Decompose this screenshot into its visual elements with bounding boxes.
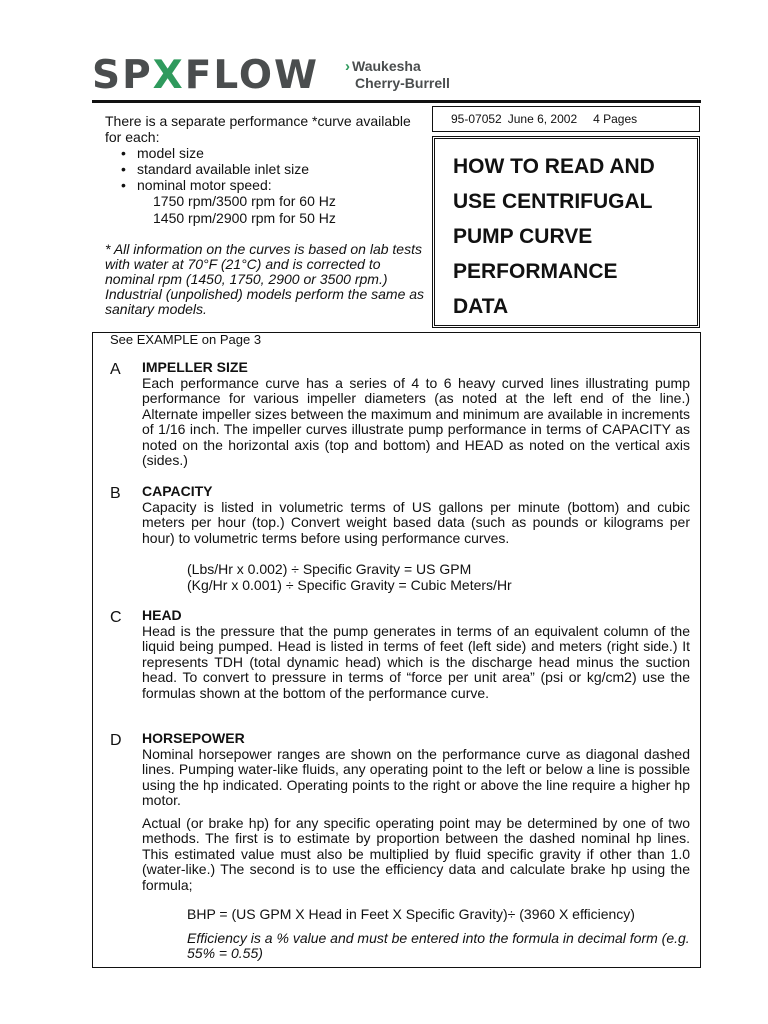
bullet-item: • standard available inlet size xyxy=(137,161,425,177)
document-title xyxy=(432,136,700,328)
intro-column xyxy=(105,113,425,317)
section-impeller-size xyxy=(110,360,690,469)
section-text: Nominal horsepower ranges are shown on the performance curve as diagonal dashed lines. Pumping water-like fluids, any operating point to the left or below a line is possible using the hp indicated. Operating points to the right or above the line require a higher hp motor. xyxy=(142,745,690,808)
section-heading: HORSEPOWER xyxy=(142,730,245,746)
spxflow-logo xyxy=(92,53,320,98)
title-line: HOW TO READ AND xyxy=(453,155,655,178)
section-text: Head is the pressure that the pump generates in terms of an equivalent column of the liquid being pumped. Head is listed in terms of feet (left side) and meters (right side.) It represents TDH (total dynamic head) which is the discharge head minus the suction head. To convert to pressure in terms of “force per unit area” (psi or kg/cm2) use the formulas shown at the bottom of the performance curve. xyxy=(142,622,690,701)
brand-line-2: Cherry-Burrell xyxy=(355,75,450,91)
doc-number: 95-07052 xyxy=(451,112,502,126)
intro-note: * All information on the curves is based on lab tests with water at 70°F (21°C) and is corrected to nominal rpm (1450, 1750, 2900 or 3500 rpm.) Industrial (unpolished) models perform the same as sanitary models. xyxy=(105,241,425,317)
title-line: PUMP CURVE xyxy=(453,225,593,248)
brand-line-1: Waukesha xyxy=(352,58,421,74)
efficiency-note: Efficiency is a % value and must be entered into the formula in decimal form (e.g. 55% = 0.55) xyxy=(187,929,690,961)
section-text: Capacity is listed in volumetric terms of US gallons per minute (bottom) and cubic meters per hour (top.) Convert weight based data (such as pounds or kilograms per hour) to volumetric terms before using performance curves. xyxy=(142,498,690,546)
logo-text: SPXFLOW xyxy=(92,53,320,98)
section-text: Actual (or brake hp) for any specific operating point may be determined by one of two methods. The first is to estimate by proportion between the dashed nominal hp lines. This estimated value must also be multiplied by fluid specific gravity if other than 1.0 (water-like.) The second is to use the efficiency data and calculate brake hp using the formula; xyxy=(142,814,690,893)
title-line: USE CENTRIFUGAL xyxy=(453,190,653,213)
formula-lbs: (Lbs/Hr x 0.002) ÷ Specific Gravity = US GPM xyxy=(187,561,472,577)
formula-kg: (Kg/Hr x 0.001) ÷ Specific Gravity = Cubic Meters/Hr xyxy=(187,577,512,593)
header-rule xyxy=(92,100,701,103)
bullet-item: • nominal motor speed: xyxy=(137,177,425,193)
bhp-formula: BHP = (US GPM X Head in Feet X Specific Gravity)÷ (3960 X efficiency) xyxy=(187,906,635,922)
waukesha-brand xyxy=(345,58,450,91)
section-heading: CAPACITY xyxy=(142,483,213,499)
section-letter: A xyxy=(110,361,121,378)
section-heading: IMPELLER SIZE xyxy=(142,359,248,375)
section-capacity xyxy=(110,484,690,593)
section-heading: HEAD xyxy=(142,607,182,623)
chevron-right-icon: › xyxy=(345,58,350,75)
title-line: DATA xyxy=(453,295,509,318)
section-letter: D xyxy=(110,732,122,749)
intro-bullets xyxy=(105,145,425,193)
section-text: Each performance curve has a series of 4 to 6 heavy curved lines illustrating pump performance for various impeller diameters (as noted at the left end of the line.) Alternate impeller sizes between the maximum and minimum are available in increments of 1/16 inch. The impeller curves illustrate pump performance in terms of CAPACITY as noted on the horizontal axis (top and bottom) and HEAD as noted on the vertical axis (sides.) xyxy=(142,374,690,468)
section-letter: C xyxy=(110,609,122,626)
doc-pages: 4 Pages xyxy=(593,112,638,126)
speed-50hz: 1450 rpm/2900 rpm for 50 Hz xyxy=(153,210,336,226)
section-horsepower xyxy=(110,731,690,962)
doc-date: June 6, 2002 xyxy=(507,112,578,126)
bullet-item: • model size xyxy=(137,145,425,161)
intro-lead: There is a separate performance *curve available for each: xyxy=(105,113,411,145)
speed-60hz: 1750 rpm/3500 rpm for 60 Hz xyxy=(153,193,336,209)
section-head xyxy=(110,608,690,701)
title-line: PERFORMANCE xyxy=(453,260,618,283)
section-letter: B xyxy=(110,485,121,502)
see-example-note: See EXAMPLE on Page 3 xyxy=(110,332,262,347)
document-meta xyxy=(432,106,700,132)
